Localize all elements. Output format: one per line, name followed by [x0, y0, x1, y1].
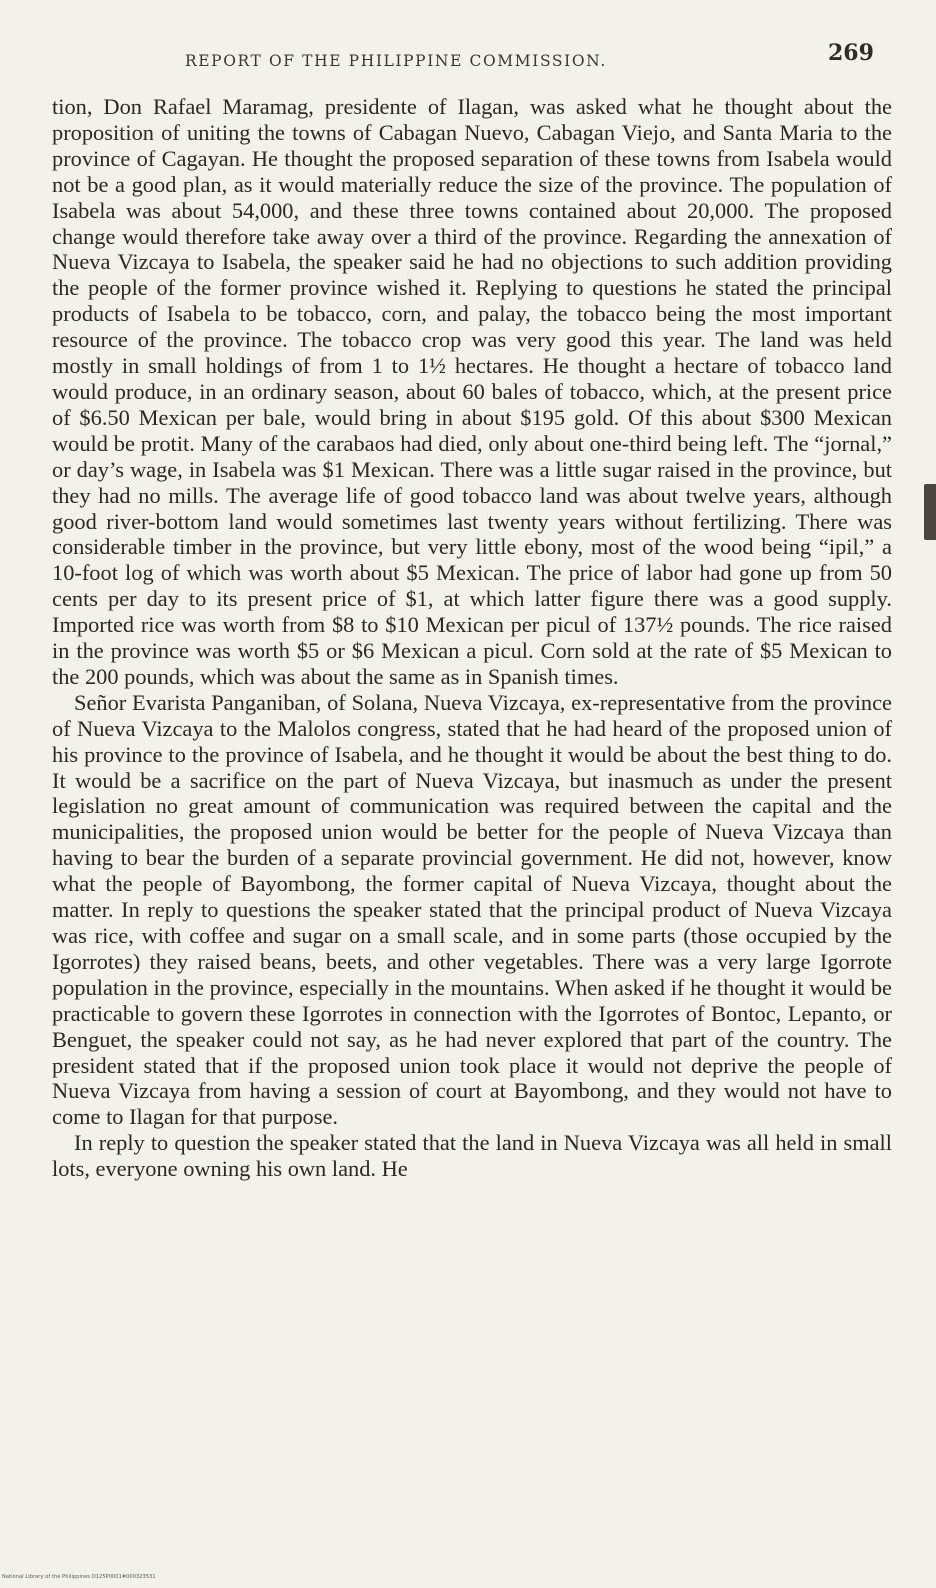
running-head-title: REPORT OF THE PHILIPPINE COMMISSION.: [185, 52, 607, 70]
paragraph-1: tion, Don Rafael Maramag, presidente of Ilagan, was asked what he thought about the proposition of uniting the towns of Cabagan Nuevo, Cabagan Viejo, and Santa Maria to the province of Cagayan. He thought the proposed separation of these towns from Isabela would not be a good plan, as it would materially reduce the size of the province. The population of Isabela was about 54,000, and these three towns contained about 20,000. The proposed change would therefore take away over a third of the province. Regarding the annexation of Nueva Vizcaya to Isabela, the speaker said he had no objections to such addition providing the people of the former province wished it. Replying to questions he stated the principal products of Isabela to be tobacco, corn, and palay, the tobacco being the most important resource of the province. The tobacco crop was very good this year. The land was held mostly in small holdings of from 1 to 1½ hectares. He thought a hectare of tobacco land would produce, in an ordinary season, about 60 bales of tobacco, which, at the present price of $6.50 Mexican per bale, would bring in about $195 gold. Of this about $300 Mexican would be protit. Many of the carabaos had died, only about one-third being left. The “jornal,” or day’s wage, in Isabela was $1 Mexican. There was a little sugar raised in the province, but they had no mills. The average life of good tobacco land was about twelve years, although good river-bottom land would sometimes last twenty years without fertilizing. There was considerable timber in the province, but very little ebony, most of the wood being “ipil,” a 10-foot log of which was worth about $5 Mexican. The price of labor had gone up from 50 cents per day to its present price of $1, at which latter figure there was a good supply. Imported rice was worth from $8 to $10 Mexican per picul of 137½ pounds. The rice raised in the province was worth $5 or $6 Mexican a picul. Corn sold at the rate of $5 Mexican to the 200 pounds, which was about the same as in Spanish times.: [52, 94, 892, 689]
library-stamp: National Library of the Philippines D125P0001#000323531: [2, 1574, 156, 1580]
paragraph-2: Señor Evarista Panganiban, of Solana, Nueva Vizcaya, ex-representative from the province of Nueva Vizcaya to the Malolos congress, stated that he had heard of the proposed union of his province to the province of Isabela, and he thought it would be about the best thing to do. It would be a sacrifice on the part of Nueva Vizcaya, but inasmuch as under the present legislation no great amount of communication was required between the capital and the municipalities, the proposed union would be better for the people of Nueva Vizcaya than having to bear the burden of a separate provincial government. He did not, however, know what the people of Bayombong, the former capital of Nueva Vizcaya, thought about the matter. In reply to questions the speaker stated that the principal product of Nueva Vizcaya was rice, with coffee and sugar on a small scale, and in some parts (those occupied by the Igorrotes) they raised beans, beets, and other vegetables. There was a very large Igorrote population in the province, especially in the mountains. When asked if he thought it would be practicable to govern these Igorrotes in connection with the Igorrotes of Bontoc, Lepanto, or Benguet, the speaker could not say, as he had never explored that part of the country. The president stated that if the proposed union took place it would not deprive the people of Nueva Vizcaya from having a session of court at Bayombong, and they would not have to come to Ilagan for that purpose.: [52, 689, 892, 1130]
paragraph-3: In reply to question the speaker stated that the land in Nueva Vizcaya was all held in small lots, everyone owning his own land. He: [52, 1130, 892, 1182]
page-edge-mark: [924, 484, 936, 540]
body-text: [52, 94, 892, 1182]
page-number: 269: [828, 40, 874, 66]
